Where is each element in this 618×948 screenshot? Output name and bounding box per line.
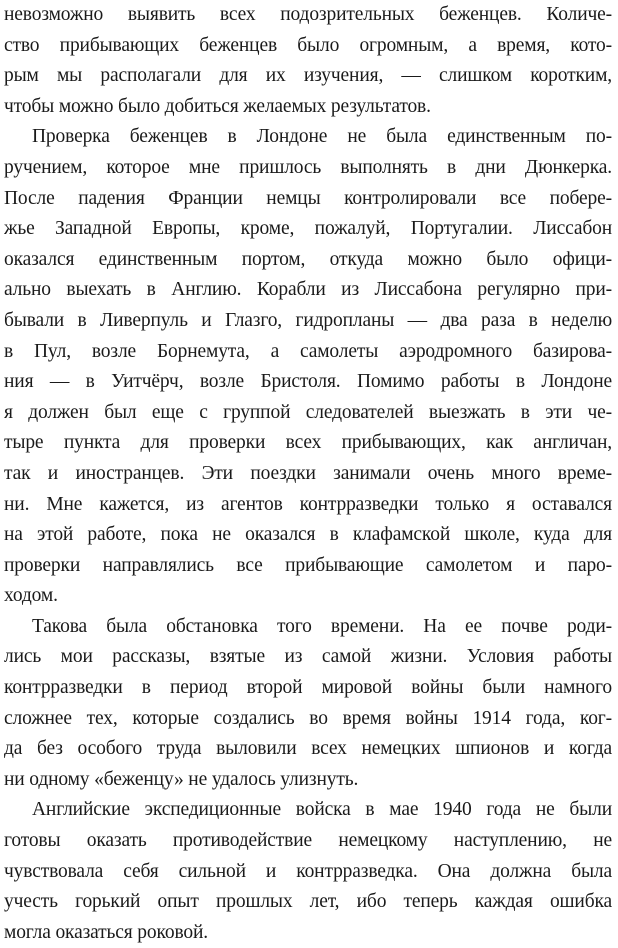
text-line: могла оказаться роковой. xyxy=(4,921,208,943)
text-line: на этой работе, пока не оказался в клафамской школе, куда для xyxy=(4,524,612,546)
text-line: ни одному «беженцу» не удалось улизнуть. xyxy=(4,768,359,790)
paragraph-1 xyxy=(4,0,612,122)
text-line: контрразведки в период второй мировой войны были намного xyxy=(4,677,612,699)
paragraph-3 xyxy=(4,612,612,796)
text-line: готовы оказать противодействие немецкому наступлению, не xyxy=(4,830,612,852)
text-line: ручением, которое мне пришлось выполнять в дни Дюнкерка. xyxy=(4,156,612,178)
text-line: жье Западной Европы, кроме, пожалуй, Португалии. Лиссабон xyxy=(4,218,612,240)
text-line: Английские экспедиционные войска в мае 1940 года не были xyxy=(32,799,612,821)
text-line: да без особого труда выловили всех немецких шпионов и когда xyxy=(4,738,612,760)
text-line: в Пул, возле Борнемута, а самолеты аэродромного базирова- xyxy=(4,340,612,362)
text-line: ходом. xyxy=(4,585,58,607)
text-line: ство прибывающих беженцев было огромным, а время, кото- xyxy=(4,34,612,56)
document-page xyxy=(4,0,612,943)
text-line: чтобы можно было добиться желаемых результатов. xyxy=(4,95,431,117)
text-line: тыре пункта для проверки всех прибывающих, как англичан, xyxy=(4,432,612,454)
text-line: После падения Франции немцы контролировали все побере- xyxy=(4,187,612,209)
text-line: проверки направлялись все прибывающие самолетом и паро- xyxy=(4,554,612,576)
text-line: ния — в Уитчёрч, возле Бристоля. Помимо работы в Лондоне xyxy=(4,371,612,393)
text-line: бывали в Ливерпуль и Глазго, гидропланы — два раза в неделю xyxy=(4,309,612,331)
text-line: оказался единственным портом, откуда можно было офици- xyxy=(4,248,612,270)
paragraph-4 xyxy=(4,795,612,948)
text-line: Такова была обстановка того времени. На ее почве роди- xyxy=(32,615,612,637)
text-line: ни. Мне кажется, из агентов контрразведки только я оставался xyxy=(4,493,612,515)
text-line: чувствовала себя сильной и контрразведка. Она должна была xyxy=(4,860,612,882)
text-line: сложнее тех, которые создались во время войны 1914 года, ког- xyxy=(4,707,612,729)
text-line: учесть горький опыт прошлых лет, ибо теперь каждая ошибка xyxy=(4,891,612,913)
text-line: рым мы располагали для их изучения, — слишком коротким, xyxy=(4,65,612,87)
text-line: так и иностранцев. Эти поездки занимали очень много време- xyxy=(4,462,612,484)
text-line: Проверка беженцев в Лондоне не была единственным по- xyxy=(32,126,612,148)
text-line: невозможно выявить всех подозрительных беженцев. Количе- xyxy=(4,4,612,25)
paragraph-2 xyxy=(4,122,612,612)
text-line: лись мои рассказы, взятые из самой жизни. Условия работы xyxy=(4,646,612,668)
text-line: ально выехать в Англию. Корабли из Лиссабона регулярно при- xyxy=(4,279,612,301)
text-line: я должен был еще с группой следователей выезжать в эти че- xyxy=(4,401,612,423)
